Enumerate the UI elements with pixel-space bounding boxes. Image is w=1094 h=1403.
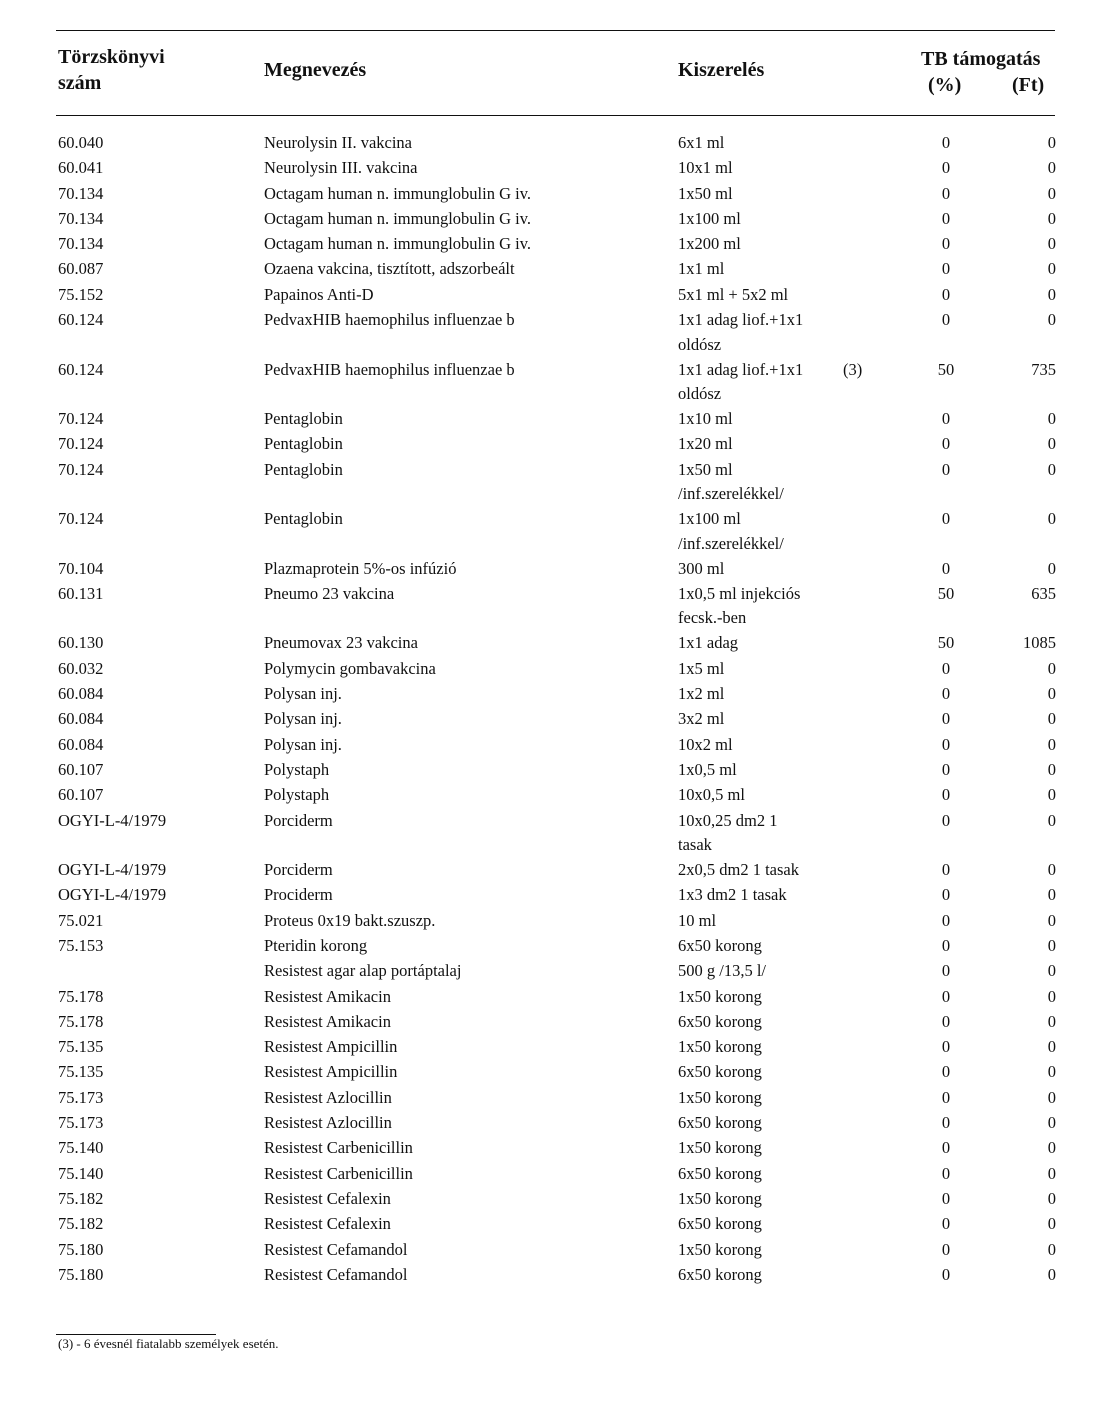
cell-registration-number: 70.124: [58, 509, 104, 529]
cell-support-forint: 0: [1047, 133, 1056, 152]
cell-packaging: 1x0,5 ml: [678, 759, 737, 779]
cell-registration-number: 70.134: [58, 183, 104, 203]
cell-packaging: 1x20 ml: [678, 434, 733, 454]
table-row: [0, 758, 1094, 783]
cell-support-percent: 0: [941, 1011, 951, 1031]
table-row: [0, 631, 1094, 656]
cell-support-percent: 0: [941, 734, 951, 754]
cell-name: Polystaph: [264, 785, 330, 805]
table-row: [0, 458, 1094, 508]
cell-packaging: 1x1 ml: [678, 259, 725, 279]
header-rule: [56, 115, 1055, 116]
cell-registration-number: 75.180: [58, 1264, 104, 1284]
cell-packaging: 1x200 ml: [678, 234, 741, 254]
cell-registration-number: 75.140: [58, 1163, 104, 1183]
cell-packaging-line2: tasak: [678, 835, 712, 855]
cell-packaging: 1x1 adag liof.+1x1: [678, 310, 804, 330]
cell-name: Resistest agar alap portáptalaj: [264, 961, 462, 981]
footnote-rule: [56, 1334, 216, 1335]
table-row: [0, 858, 1094, 883]
cell-support-percent: 0: [941, 183, 951, 203]
cell-name: Octagam human n. immunglobulin G iv.: [264, 208, 532, 228]
cell-registration-number: 60.040: [58, 133, 104, 152]
cell-support-percent: 0: [941, 961, 951, 981]
cell-support-forint: 735: [1031, 359, 1056, 379]
table-row: [0, 1263, 1094, 1288]
cell-registration-number: 75.182: [58, 1214, 104, 1234]
cell-registration-number: 75.021: [58, 910, 104, 930]
table-body: [0, 131, 1094, 1288]
table-row: [0, 507, 1094, 557]
cell-support-percent: 0: [941, 1264, 951, 1284]
table-row: [0, 283, 1094, 308]
cell-support-percent: 0: [941, 658, 951, 678]
cell-packaging: 6x50 korong: [678, 1062, 762, 1082]
cell-support-percent: 0: [941, 234, 951, 254]
table-row: [0, 557, 1094, 582]
cell-registration-number: 60.084: [58, 709, 104, 729]
cell-support-percent: 0: [941, 459, 951, 479]
header-registration-line2: szám: [58, 72, 102, 94]
cell-name: Pneumo 23 vakcina: [264, 583, 395, 603]
table-row: [0, 308, 1094, 358]
cell-support-forint: 0: [1047, 310, 1056, 330]
table-row: [0, 1136, 1094, 1161]
cell-registration-number: 75.178: [58, 1011, 104, 1031]
cell-support-percent: 0: [941, 284, 951, 304]
table-row: [0, 1060, 1094, 1085]
table-row: [0, 232, 1094, 257]
cell-support-forint: 0: [1047, 709, 1056, 729]
cell-name: PedvaxHIB haemophilus influenzae b: [264, 359, 515, 379]
cell-support-percent: 0: [941, 1188, 951, 1208]
cell-support-forint: 0: [1047, 1264, 1056, 1284]
cell-registration-number: 60.131: [58, 583, 104, 603]
cell-packaging-line2: /inf.szerelékkel/: [678, 533, 784, 553]
cell-support-percent: 0: [941, 810, 951, 830]
cell-support-forint: 1085: [1023, 633, 1056, 653]
cell-registration-number: 75.152: [58, 284, 104, 304]
cell-registration-number: 75.135: [58, 1062, 104, 1082]
cell-packaging: 1x0,5 ml injekciós: [678, 583, 801, 603]
cell-packaging: 6x50 korong: [678, 1214, 762, 1234]
cell-support-forint: 0: [1047, 734, 1056, 754]
cell-name: Plazmaprotein 5%-os infúzió: [264, 558, 457, 578]
cell-support-forint: 0: [1047, 935, 1056, 955]
cell-name: Resistest Azlocillin: [264, 1087, 392, 1107]
cell-registration-number: 75.180: [58, 1239, 104, 1259]
table-row: [0, 358, 1094, 408]
cell-registration-number: 75.173: [58, 1113, 104, 1133]
cell-registration-number: 70.134: [58, 234, 104, 254]
cell-name: Polysan inj.: [264, 734, 342, 754]
cell-support-forint: 0: [1047, 509, 1056, 529]
table-row: [0, 783, 1094, 808]
cell-packaging: 10x1 ml: [678, 158, 733, 178]
cell-registration-number: 70.104: [58, 558, 104, 578]
cell-packaging: 5x1 ml + 5x2 ml: [678, 284, 789, 304]
cell-support-percent: 0: [941, 208, 951, 228]
cell-name: Pneumovax 23 vakcina: [264, 633, 418, 653]
table-row: [0, 1111, 1094, 1136]
cell-packaging: 1x50 korong: [678, 1087, 762, 1107]
table-row: [0, 1212, 1094, 1237]
cell-packaging-line2: /inf.szerelékkel/: [678, 484, 784, 504]
table-row: [0, 182, 1094, 207]
header-packaging: Kiszerelés: [678, 59, 765, 81]
table-row: [0, 407, 1094, 432]
table-row: [0, 1035, 1094, 1060]
table-row: [0, 657, 1094, 682]
cell-registration-number: 75.135: [58, 1037, 104, 1057]
cell-packaging: 2x0,5 dm2 1 tasak: [678, 860, 799, 880]
cell-registration-number: 75.153: [58, 935, 104, 955]
cell-name: Proteus 0x19 bakt.szuszp.: [264, 910, 436, 930]
cell-name: Polymycin gombavakcina: [264, 658, 436, 678]
cell-support-percent: 0: [941, 133, 951, 152]
cell-name: Resistest Cefalexin: [264, 1214, 391, 1234]
table-row: [0, 131, 1094, 156]
cell-support-forint: 0: [1047, 409, 1056, 429]
cell-name: Neurolysin III. vakcina: [264, 158, 418, 178]
cell-support-forint: 0: [1047, 810, 1056, 830]
cell-support-forint: 0: [1047, 558, 1056, 578]
cell-support-forint: 0: [1047, 208, 1056, 228]
cell-packaging: 6x50 korong: [678, 1011, 762, 1031]
cell-packaging-line2: fecsk.-ben: [678, 608, 747, 628]
top-rule: [56, 30, 1055, 31]
cell-support-forint: 0: [1047, 1062, 1056, 1082]
cell-packaging: 1x100 ml: [678, 208, 741, 228]
cell-packaging: 1x1 adag: [678, 633, 739, 653]
cell-packaging: 6x50 korong: [678, 1113, 762, 1133]
cell-packaging: 1x50 ml: [678, 183, 733, 203]
cell-packaging: 10x0,25 dm2 1: [678, 810, 778, 830]
cell-support-percent: 50: [937, 359, 955, 379]
cell-name: Resistest Cefamandol: [264, 1264, 408, 1284]
cell-support-forint: 0: [1047, 961, 1056, 981]
cell-support-forint: 0: [1047, 684, 1056, 704]
cell-support-forint: 0: [1047, 1214, 1056, 1234]
table-row: [0, 883, 1094, 908]
cell-packaging: 1x50 ml: [678, 459, 733, 479]
cell-support-percent: 0: [941, 986, 951, 1006]
table-row: [0, 707, 1094, 732]
table-row: [0, 1010, 1094, 1035]
cell-name: Polysan inj.: [264, 684, 342, 704]
header-tb-support: TB támogatás: [921, 48, 1041, 70]
table-row: [0, 257, 1094, 282]
cell-support-percent: 0: [941, 759, 951, 779]
cell-support-forint: 0: [1047, 1011, 1056, 1031]
cell-support-forint: 0: [1047, 1239, 1056, 1259]
cell-registration-number: 60.084: [58, 734, 104, 754]
cell-support-percent: 0: [941, 558, 951, 578]
cell-support-percent: 0: [941, 1062, 951, 1082]
cell-support-forint: 0: [1047, 885, 1056, 905]
cell-support-forint: 635: [1031, 583, 1056, 603]
table-row: [0, 207, 1094, 232]
cell-packaging: 1x50 korong: [678, 1188, 762, 1208]
cell-registration-number: 60.124: [58, 359, 104, 379]
cell-packaging: 6x50 korong: [678, 1264, 762, 1284]
cell-support-forint: 0: [1047, 1163, 1056, 1183]
cell-support-percent: 0: [941, 1163, 951, 1183]
table-row: [0, 934, 1094, 959]
cell-note: (3): [843, 359, 863, 379]
cell-packaging: 1x1 adag liof.+1x1: [678, 359, 804, 379]
cell-name: PedvaxHIB haemophilus influenzae b: [264, 310, 515, 330]
cell-registration-number: 60.084: [58, 684, 104, 704]
cell-support-forint: 0: [1047, 459, 1056, 479]
table-row: [0, 1162, 1094, 1187]
table-row: [0, 156, 1094, 181]
cell-packaging-line2: oldósz: [678, 334, 722, 354]
cell-packaging: 1x10 ml: [678, 409, 733, 429]
cell-packaging: 10x2 ml: [678, 734, 733, 754]
cell-packaging: 300 ml: [678, 558, 725, 578]
cell-name: Pentaglobin: [264, 459, 343, 479]
cell-registration-number: 60.107: [58, 759, 104, 779]
cell-registration-number: 60.041: [58, 158, 104, 178]
cell-name: Resistest Amikacin: [264, 1011, 391, 1031]
cell-support-percent: 0: [941, 1037, 951, 1057]
cell-support-percent: 0: [941, 684, 951, 704]
cell-packaging: 10 ml: [678, 910, 717, 930]
header-name: Megnevezés: [264, 59, 367, 81]
cell-support-percent: 0: [941, 785, 951, 805]
cell-name: Prociderm: [264, 885, 333, 905]
cell-name: Resistest Carbenicillin: [264, 1163, 413, 1183]
cell-registration-number: OGYI-L-4/1979: [58, 810, 167, 830]
cell-support-forint: 0: [1047, 259, 1056, 279]
cell-registration-number: 75.173: [58, 1087, 104, 1107]
table-row: [0, 682, 1094, 707]
cell-support-percent: 0: [941, 1138, 951, 1158]
table-row: [0, 733, 1094, 758]
table-row: [0, 909, 1094, 934]
table-row: [0, 432, 1094, 457]
cell-registration-number: 60.107: [58, 785, 104, 805]
cell-name: Resistest Carbenicillin: [264, 1138, 413, 1158]
cell-support-forint: 0: [1047, 1113, 1056, 1133]
cell-packaging: 1x50 korong: [678, 1138, 762, 1158]
cell-support-forint: 0: [1047, 759, 1056, 779]
cell-registration-number: 70.134: [58, 208, 104, 228]
cell-name: Porciderm: [264, 860, 333, 880]
cell-support-forint: 0: [1047, 986, 1056, 1006]
cell-name: Resistest Ampicillin: [264, 1037, 398, 1057]
cell-support-forint: 0: [1047, 158, 1056, 178]
cell-name: Octagam human n. immunglobulin G iv.: [264, 183, 532, 203]
cell-packaging: 1x3 dm2 1 tasak: [678, 885, 787, 905]
cell-support-percent: 0: [941, 885, 951, 905]
cell-name: Porciderm: [264, 810, 333, 830]
cell-support-forint: 0: [1047, 1188, 1056, 1208]
cell-registration-number: 70.124: [58, 434, 104, 454]
cell-packaging: 1x50 korong: [678, 1037, 762, 1057]
table-row: [0, 985, 1094, 1010]
cell-support-forint: 0: [1047, 1087, 1056, 1107]
cell-name: Polystaph: [264, 759, 330, 779]
table-row: [0, 1187, 1094, 1212]
cell-support-percent: 0: [941, 935, 951, 955]
footnote: (3) - 6 évesnél fiatalabb személyek esetén.: [58, 1336, 279, 1351]
cell-registration-number: OGYI-L-4/1979: [58, 860, 167, 880]
cell-registration-number: 70.124: [58, 459, 104, 479]
cell-registration-number: 75.178: [58, 986, 104, 1006]
cell-packaging: 10x0,5 ml: [678, 785, 745, 805]
cell-support-percent: 0: [941, 1087, 951, 1107]
cell-packaging: 3x2 ml: [678, 709, 725, 729]
cell-registration-number: OGYI-L-4/1979: [58, 885, 167, 905]
cell-support-forint: 0: [1047, 434, 1056, 454]
cell-registration-number: 75.140: [58, 1138, 104, 1158]
cell-support-forint: 0: [1047, 910, 1056, 930]
cell-support-forint: 0: [1047, 284, 1056, 304]
cell-name: Resistest Cefamandol: [264, 1239, 408, 1259]
cell-registration-number: 60.124: [58, 310, 104, 330]
cell-packaging: 1x50 korong: [678, 1239, 762, 1259]
cell-name: Pentaglobin: [264, 434, 343, 454]
cell-support-forint: 0: [1047, 658, 1056, 678]
cell-support-percent: 0: [941, 409, 951, 429]
cell-registration-number: 60.087: [58, 259, 104, 279]
header-percent: (%): [928, 74, 962, 96]
cell-support-percent: 0: [941, 1113, 951, 1133]
cell-support-percent: 0: [941, 1239, 951, 1259]
cell-name: Neurolysin II. vakcina: [264, 133, 412, 152]
table-row: [0, 1238, 1094, 1263]
cell-support-percent: 0: [941, 1214, 951, 1234]
cell-support-percent: 50: [937, 583, 955, 603]
cell-packaging: 1x2 ml: [678, 684, 725, 704]
cell-packaging: 1x5 ml: [678, 658, 725, 678]
table-row: [0, 959, 1094, 984]
cell-name: Papainos Anti-D: [264, 284, 374, 304]
table-row: [0, 582, 1094, 632]
cell-support-percent: 0: [941, 259, 951, 279]
cell-name: Octagam human n. immunglobulin G iv.: [264, 234, 532, 254]
cell-packaging-line2: oldósz: [678, 384, 722, 404]
header-registration-line1: Törzskönyvi: [58, 46, 165, 68]
cell-support-percent: 0: [941, 860, 951, 880]
header-forint: (Ft): [1012, 74, 1045, 96]
cell-name: Resistest Azlocillin: [264, 1113, 392, 1133]
cell-packaging: 6x50 korong: [678, 935, 762, 955]
cell-support-percent: 0: [941, 158, 951, 178]
cell-registration-number: 70.124: [58, 409, 104, 429]
header-registration-number: [58, 44, 165, 96]
cell-packaging: 1x100 ml: [678, 509, 741, 529]
cell-support-percent: 50: [937, 633, 955, 653]
cell-support-forint: 0: [1047, 860, 1056, 880]
cell-support-forint: 0: [1047, 1138, 1056, 1158]
cell-name: Polysan inj.: [264, 709, 342, 729]
cell-support-forint: 0: [1047, 785, 1056, 805]
cell-name: Resistest Cefalexin: [264, 1188, 391, 1208]
cell-packaging: 6x50 korong: [678, 1163, 762, 1183]
cell-support-percent: 0: [941, 509, 951, 529]
table-row: [0, 809, 1094, 859]
cell-support-percent: 0: [941, 434, 951, 454]
cell-packaging: 500 g /13,5 l/: [678, 961, 767, 981]
cell-name: Pteridin korong: [264, 935, 368, 955]
cell-name: Ozaena vakcina, tisztított, adszorbeált: [264, 259, 515, 279]
cell-name: Resistest Amikacin: [264, 986, 391, 1006]
cell-name: Pentaglobin: [264, 409, 343, 429]
cell-name: Pentaglobin: [264, 509, 343, 529]
cell-registration-number: 60.130: [58, 633, 104, 653]
cell-packaging: 6x1 ml: [678, 133, 725, 152]
cell-support-forint: 0: [1047, 183, 1056, 203]
cell-support-forint: 0: [1047, 234, 1056, 254]
cell-support-percent: 0: [941, 910, 951, 930]
cell-name: Resistest Ampicillin: [264, 1062, 398, 1082]
cell-registration-number: 75.182: [58, 1188, 104, 1208]
cell-support-percent: 0: [941, 709, 951, 729]
cell-support-percent: 0: [941, 310, 951, 330]
table-row: [0, 1086, 1094, 1111]
cell-packaging: 1x50 korong: [678, 986, 762, 1006]
cell-registration-number: 60.032: [58, 658, 104, 678]
cell-support-forint: 0: [1047, 1037, 1056, 1057]
